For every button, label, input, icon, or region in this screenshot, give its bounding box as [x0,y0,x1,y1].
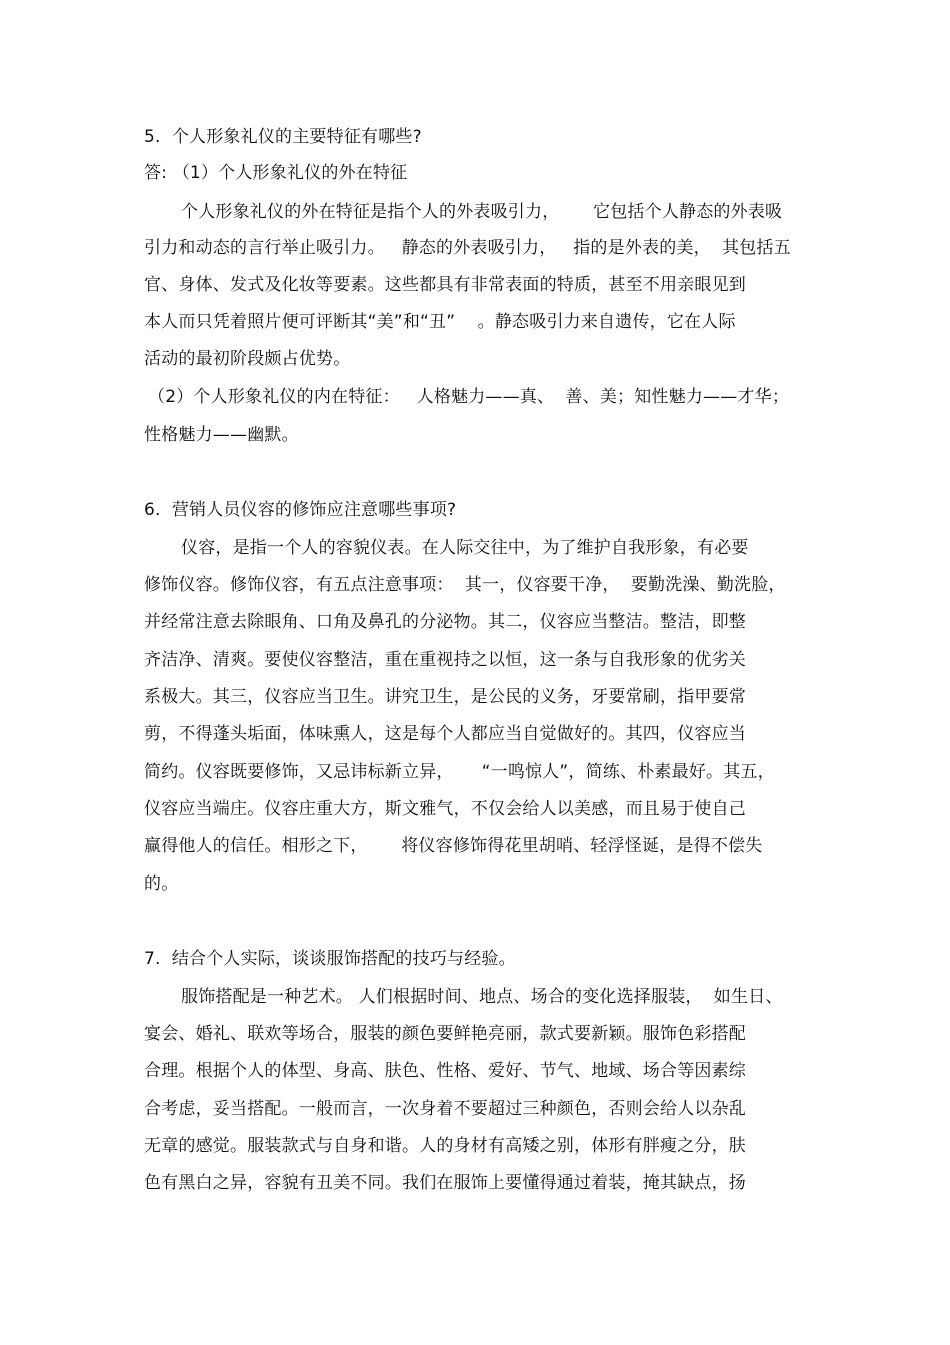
paragraph-line: 简约。仪容既要修饰，又忌讳标新立异， “一鸣惊人”，简练、朴素最好。其五， [144,762,775,782]
paragraph-line: 齐洁净、清爽。要使仪容整洁，重在重视持之以恒，这一条与自我形象的优劣关 [144,650,746,670]
paragraph-line: 合考虑，妥当搭配。一般而言，一次身着不要超过三种颜色，否则会给人以杂乱 [144,1099,746,1119]
paragraph-line: 剪，不得蓬头垢面，体味熏人，这是每个人都应当自觉做好的。其四，仪容应当 [144,724,746,744]
paragraph-line: 合理。根据个人的体型、身高、肤色、性格、爱好、节气、地域、场合等因素综 [144,1061,746,1081]
paragraph-line: 并经常注意去除眼角、口角及鼻孔的分泌物。其二，仪容应当整洁。整洁，即整 [144,612,746,632]
paragraph-line: 无章的感觉。服装款式与自身和谐。人的身材有高矮之别，体形有胖瘦之分，肤 [144,1136,746,1156]
paragraph-line: 活动的最初阶段颇占优势。 [144,349,351,369]
paragraph-line: 的。 [144,874,179,894]
paragraph-line: 色有黑白之异，容貌有丑美不同。我们在服饰上要懂得通过着装，掩其缺点，扬 [144,1173,746,1193]
paragraph-line: 系极大。其三，仪容应当卫生。讲究卫生，是公民的义务，牙要常刷，指甲要常 [144,687,746,707]
paragraph-line: 性格魅力——幽默。 [144,425,299,445]
paragraph-line: 个人形象礼仪的外在特征是指个人的外表吸引力， 它包括个人静态的外表吸 [181,202,783,222]
paragraph-line: 仪容，是指一个人的容貌仪表。在人际交往中，为了维护自我形象，有必要 [181,538,749,558]
paragraph-line: 仪容应当端庄。仪容庄重大方，斯文雅气，不仅会给人以美感，而且易于使自己 [144,799,746,819]
paragraph-line: 赢得他人的信任。相形之下， 将仪容修饰得花里胡哨、轻浮怪诞，是得不偿失 [144,836,763,856]
question-heading: 6. 营销人员仪容的修饰应注意哪些事项? [144,500,457,520]
paragraph-line: 修饰仪容。修饰仪容，有五点注意事项： 其一，仪容要干净， 要勤洗澡、勤洗脸， [144,575,786,595]
paragraph-line: 引力和动态的言行举止吸引力。 静态的外表吸引力， 指的是外表的美， 其包括五 [144,238,791,258]
question-heading: 7. 结合个人实际，谈谈服饰搭配的技巧与经验。 [144,949,516,969]
paragraph-line: （2）个人形象礼仪的内在特征： 人格魅力——真、 善、美；知性魅力——才华； [148,387,790,407]
answer-subheading: 答: （1）个人形象礼仪的外在特征 [144,163,408,183]
paragraph-line: 本人而只凭着照片便可评断其“美”和“丑” 。静态吸引力来自遗传，它在人际 [144,312,736,332]
paragraph-line: 官、身体、发式及化妆等要素。这些都具有非常表面的特质，甚至不用亲眼见到 [144,275,746,295]
question-heading: 5. 个人形象礼仪的主要特征有哪些? [144,127,422,147]
paragraph-line: 宴会、婚礼、联欢等场合，服装的颜色要鲜艳亮丽，款式要新颖。服饰色彩搭配 [144,1024,746,1044]
paragraph-line: 服饰搭配是一种艺术。 人们根据时间、地点、场合的变化选择服装， 如生日、 [181,987,783,1007]
